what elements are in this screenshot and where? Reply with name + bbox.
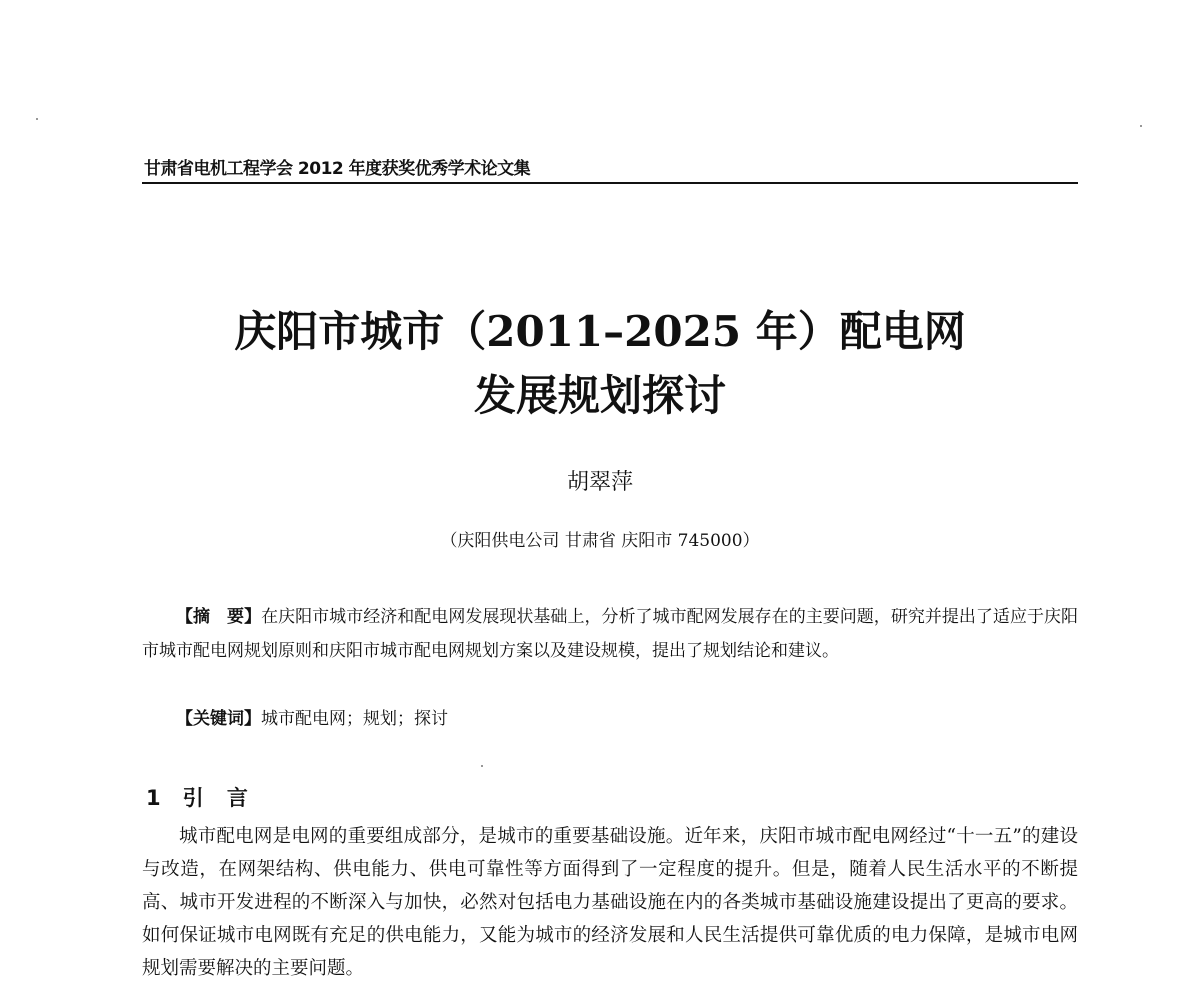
abstract-text: 在庆阳市城市经济和配电网发展现状基础上，分析了城市配网发展存在的主要问题，研究并提出了适应于庆阳市城市配电网规划原则和庆阳市城市配电网规划方案以及建设规模，提出了规划结论和建议。 xyxy=(142,607,1079,661)
scan-speck xyxy=(481,765,483,767)
keywords-text: 城市配电网；规划；探讨 xyxy=(261,709,448,729)
keywords xyxy=(142,702,1078,736)
abstract-label: 【摘 要】 xyxy=(176,607,262,627)
paper-title-line-2: 发展规划探讨 xyxy=(473,371,726,420)
scan-speck xyxy=(36,118,38,120)
running-header xyxy=(142,152,1078,184)
author-name: 胡翠萍 xyxy=(566,470,633,495)
keywords-label: 【关键词】 xyxy=(176,709,261,729)
abstract xyxy=(142,600,1078,668)
section-title: 引 言 xyxy=(182,786,256,810)
paper-title-line-1: 庆阳市城市（2011–2025 年）配电网 xyxy=(234,307,966,356)
paper-title xyxy=(0,300,1200,428)
running-header-title: 甘肃省电机工程学会 2012 年度获奖优秀学术论文集 xyxy=(144,159,531,179)
author-affiliation: （庆阳供电公司 甘肃省 庆阳市 745000） xyxy=(440,531,760,551)
scan-speck xyxy=(1140,125,1142,127)
section-paragraph: 城市配电网是电网的重要组成部分，是城市的重要基础设施。近年来，庆阳市城市配电网经过“十一五”的建设与改造，在网架结构、供电能力、供电可靠性等方面得到了一定程度的提升。但是，随着人民生活水平的不断提高、城市开发进程的不断深入与加快，必然对包括电力基础设施在内的各类城市基础设施建设提出了更高的要求。如何保证城市电网既有充足的供电能力，又能为城市的经济发展和人民生活提供可靠优质的电力保障，是城市电网规划需要解决的主要问题。 xyxy=(142,826,1078,979)
section-number: 1 xyxy=(146,786,169,810)
section-heading xyxy=(146,782,256,812)
